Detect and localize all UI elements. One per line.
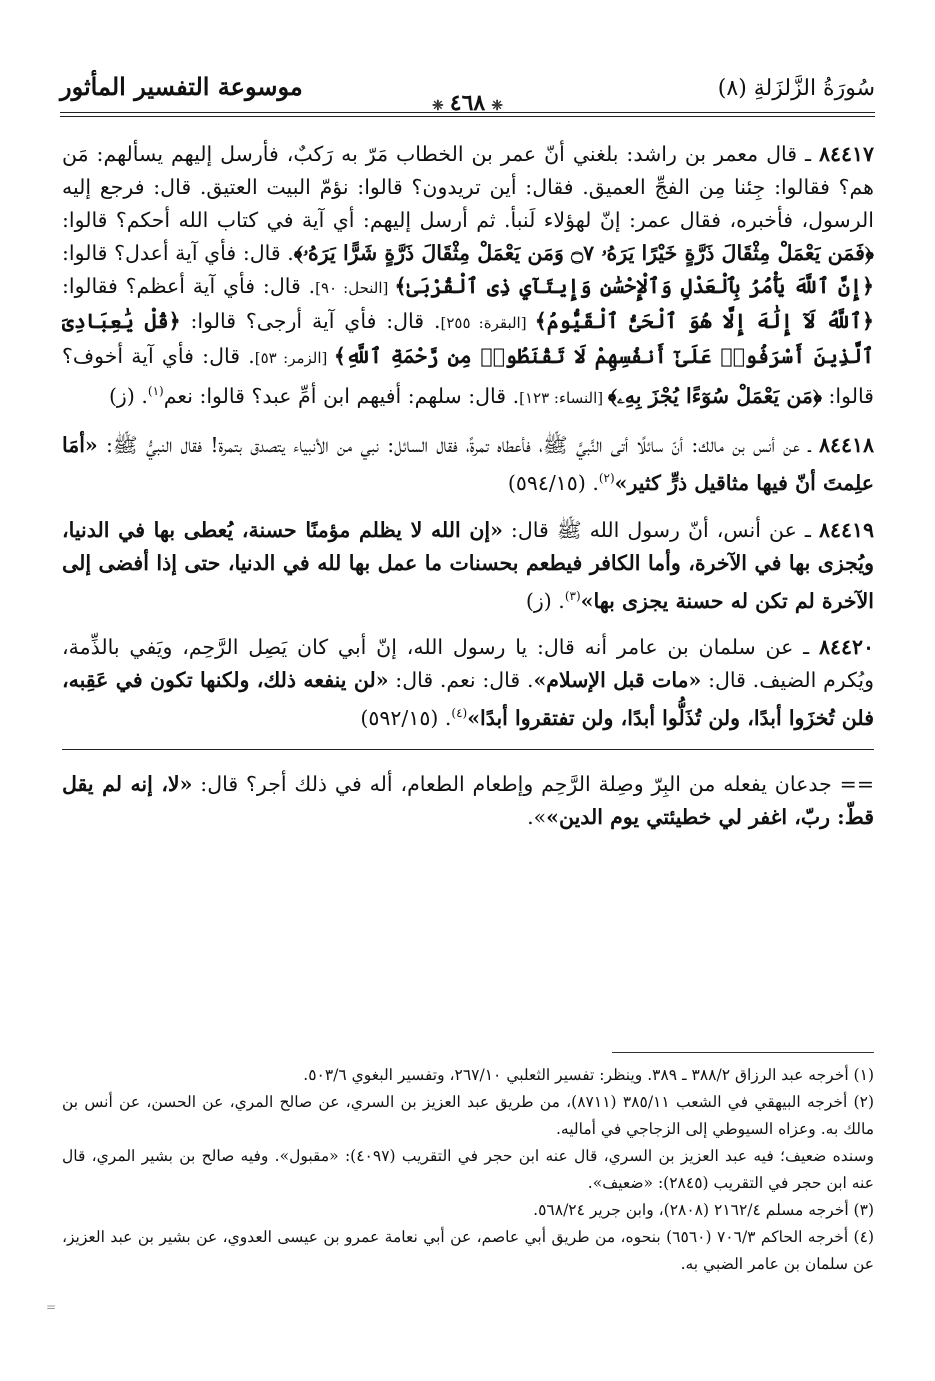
footnotes [62,1062,874,1278]
quran-verse: ﴿قُلْ يَٰعِبَادِىَ ٱلَّذِينَ أَسْرَفُوا۟ عَلَىٰٓ أَنفُسِهِمْ لَا تَقْنَطُوا۟ مِن رَّحْمَةِ ٱللَّهِ﴾ [62,309,874,368]
continuation-marker: == [839,772,874,797]
hadith-text: «أمَا علِمتَ أنّ فيها مثاقيل ذرٍّ كثير» [62,432,874,495]
hadith-text: «مات قبل الإسلام» [533,668,702,693]
entry-tail: . (٥٩٢/١٥) [360,706,452,731]
entry-84420 [62,631,874,735]
surah-title: سُورَةُ الزَّلزَلةِ (٨) [717,76,875,101]
entry-tail: . (ز) [525,588,565,613]
footnote-marker: (٤) [451,706,468,721]
entry-84419 [62,514,874,618]
footnote-4: (٤) أخرجه الحاكم ٧٠٦/٣ (٦٥٦٠) بنحوه، من طريق أبي عاصم، عن أبي نعامة عمرو بن عيسى العدوي، عن بشير بن عبد العزيز، عن سلمان بن عامر الضبي به. [62,1228,874,1273]
verse-reference: [البقرة: ٢٥٥] [440,314,535,332]
ornament-icon: ❈ [491,98,503,114]
entry-text: ـ عن أنس بن مالك: أنّ سائلًا أتى النَّبيَّ ﷺ، فأعطاه تمرةً، فقال السائل: نبي من الأنبياء يتصدق بتمرة! فقال النبيُّ ﷺ: [97,432,819,457]
entry-text: . قال: فأي آية أعدل؟ قالوا: [62,241,294,265]
footnote-marker: (٢) [598,470,615,485]
entry-number: ٨٤٤٢٠ [818,635,874,660]
book-title: موسوعة التفسير المأثور [60,72,303,101]
hadith-text: «لا، إنه لم يقل قطّ: ربّ، اغفر لي خطيئتي يوم الدين» [62,772,874,830]
continuation-text: جدعان يفعله من البِرّ وصِلة الرَّحِم وإطعام الطعام، أله في ذلك أجر؟ قال: [192,772,840,797]
entry-tail: . (٥٩٤/١٥) [507,470,599,495]
entry-text: ـ قال معمر بن راشد: بلغني أنّ عمر بن الخطاب مَرّ به رَكبٌ، فأرسل إليهم يسألهم: مَن هم؟ فقالوا: جِئنا مِن الفجِّ العميق. فقال: أين تريدون؟ قالوا: نؤمّ البيت العتيق. قال: فرجع إليه الرسول، فأخبره، فقال عمر: إنّ لهؤلاء لَنبأ. ثم أرسل إليهم: أي آية في كتاب الله أحكم؟ قالوا: [62,142,874,232]
quran-verse: ﴿ٱللَّهُ لَآ إِلَٰهَ إِلَّا هُوَ ٱلْحَىُّ ٱلْقَيُّومُ﴾ [534,309,875,333]
hadith-text: «لن ينفعه ذلك، ولكنها تكون في عَقِبه، فلن تُخزَوا أبدًا، ولن تُذَلُّوا أبدًا، ولن تفتقروا أبدًا» [62,668,874,731]
hadith-text: «إن الله لا يظلم مؤمنًا حسنة، يُعطى بها في الدنيا، ويُجزى بها في الآخرة، وأما الكافر فيطعم بحسنات ما عمل بها لله في الدنيا، حتى إذا أفضى إلى الآخرة لم تكن له حسنة يجزى بها» [62,517,874,613]
header-rule-thin [60,116,875,117]
header-rule [60,112,875,113]
entry-tail: . (ز) [108,383,148,408]
entry-number: ٨٤٤١٨ [818,432,874,457]
continued-footnote [62,768,874,834]
footnote-2-note: وسنده ضعيف؛ فيه عبد العزيز بن السري، قال عنه ابن حجر في التقريب (٤٠٩٧): «مقبول». وفيه صالح بن بشير المري، قال عنه ابن حجر في التقريب (٢٨٤٥): «ضعيف». [62,1147,875,1192]
footnote-marker: (١) [147,384,164,398]
page-number-value: ٤٦٨ [449,90,486,116]
entry-text: . قال: نعم. قال: [388,668,534,693]
footnote-1: (١) أخرجه عبد الرزاق ٣٨٨/٢ ـ ٣٨٩. وينظر: تفسير الثعلبي ٢٦٧/١٠، وتفسير البغوي ٥٠٣/٦. [303,1066,874,1084]
ornament-icon: ❈ [432,98,444,114]
footnote-2: (٢) أخرجه البيهقي في الشعب ٣٨٥/١١ (٨٧١١)، من طريق عبد العزيز بن السري، عن صالح المري، عن الحسن، عن أنس بن مالك به. وعزاه السيوطي إلى الزجاجي في أماليه. [62,1093,874,1138]
verse-reference: [الزمر: ٥٣] [254,349,334,367]
entry-text: ـ عن سلمان بن عامر أنه قال: يا رسول الله، إنّ أبي كان يَصِل الرَّحِم، ويَفي بالذِّمة، ويُكرم الضيف. قال: [62,635,874,693]
footnote-rule [612,1052,874,1053]
entry-84417 [62,138,874,415]
verse-reference: [النحل: ٩٠] [315,279,395,297]
footnote-3: (٣) أخرجه مسلم ٢١٦٢/٤ (٢٨٠٨)، وابن جرير ٥٦٨/٢٤. [533,1201,874,1219]
main-text [62,138,874,834]
quran-verse: ﴿مَن يَعْمَلْ سُوٓءًا يُجْزَ بِهِۦ﴾ [607,383,822,408]
quran-verse: ﴿فَمَن يَعْمَلْ مِثْقَالَ ذَرَّةٍ خَيْرًا يَرَهُۥ ۝٧ وَمَن يَعْمَلْ مِثْقَالَ ذَرَّةٍ شَرًّا يَرَهُۥ﴾ [293,241,874,265]
entry-text: . قال: فأي آية أعظم؟ فقالوا: [62,274,316,298]
entry-text: . قال: سلهم: أفيهم ابن أمِّ عبد؟ قالوا: نعم [163,383,520,408]
page-header [60,70,875,116]
footnote-marker: (٣) [564,588,581,603]
verse-reference: [النساء: ١٢٣] [519,388,608,407]
entry-text: . قال: فأي آية أخوف؟ قالوا: [62,344,874,408]
quran-verse: ﴿إِنَّ ٱللَّهَ يَأْمُرُ بِٱلْعَدْلِ وَٱلْإِحْسَٰنِ وَإِيتَآيِ ذِى ٱلْقُرْبَىٰ﴾ [394,274,875,298]
entry-text: . قال: فأي آية أرجى؟ قالوا: [180,309,441,333]
entry-84418 [62,429,874,500]
entry-number: ٨٤٤١٧ [818,142,874,166]
margin-mark: = [46,1300,57,1314]
continuation-tail: ». [527,805,547,830]
entry-number: ٨٤٤١٩ [818,517,874,542]
section-rule [62,749,874,750]
entry-text: ـ عن أنس، أنّ رسول الله ﷺ قال: [502,517,819,542]
